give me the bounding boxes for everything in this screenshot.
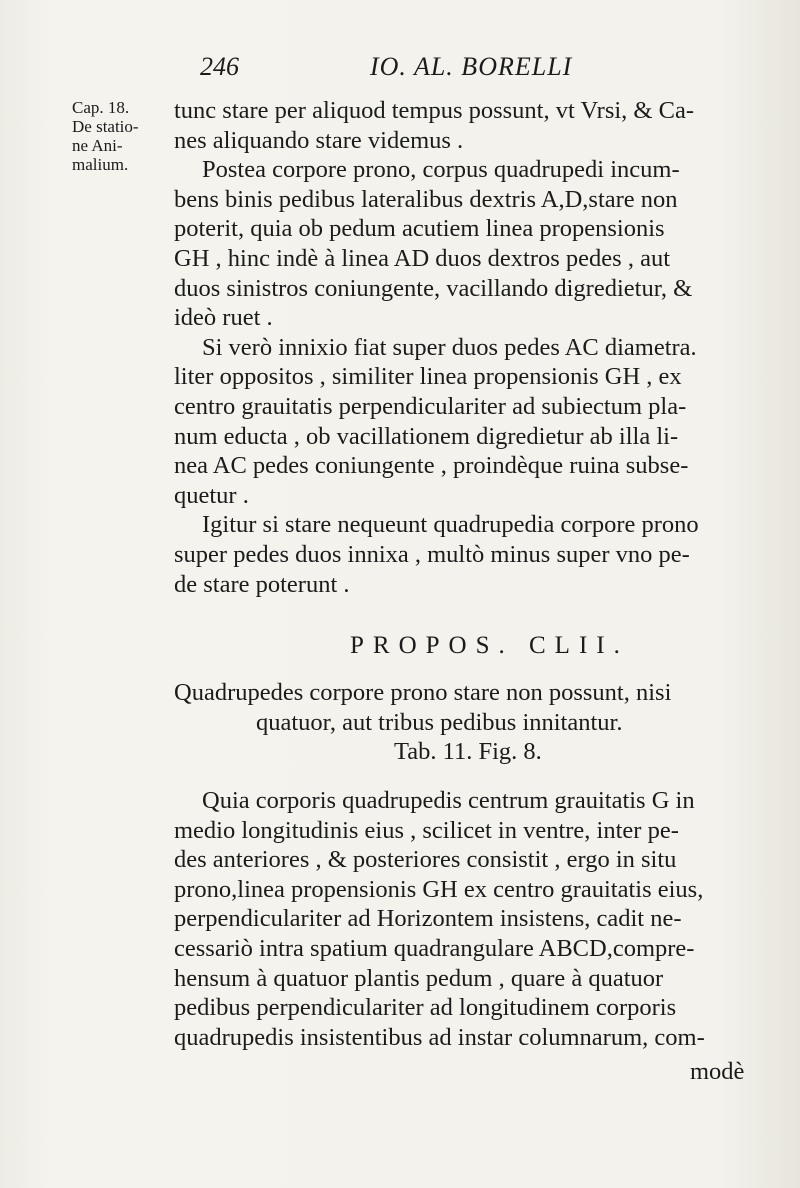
text-line: ideò ruet . <box>174 304 273 332</box>
text-line: quatuor, aut tribus pedibus innitantur. <box>256 708 623 736</box>
text-line: hensum à quatuor plantis pedum , quare à quatuor <box>174 964 664 992</box>
text-line: de stare poterunt . <box>174 570 350 598</box>
text-line: super pedes duos innixa , multò minus super vno pe- <box>174 540 690 568</box>
margin-note-line: Cap. 18. <box>72 98 130 117</box>
page-number: 246 <box>200 52 239 81</box>
paragraph-2 <box>174 155 764 333</box>
text-line: bens binis pedibus lateralibus dextris A,D,stare non <box>174 185 678 213</box>
paragraph-5 <box>174 786 764 1052</box>
text-line: prono,linea propensionis GH ex centro grauitatis eius, <box>174 875 704 903</box>
text-line: quadrupedis insistentibus ad instar columnarum, com- <box>174 1023 705 1051</box>
text-line: num educta , ob vacillationem digredietur ab illa li- <box>174 422 679 450</box>
text-line: Quia corporis quadrupedis centrum grauitatis G in <box>202 787 695 814</box>
text-line: liter oppositos , similiter linea propensionis GH , ex <box>174 363 682 391</box>
text-line: Quadrupedes corpore prono stare non possunt, nisi <box>174 679 672 706</box>
text-line: duos sinistros coniungente, vacillando digredietur, & <box>174 274 693 302</box>
figure-reference: Tab. 11. Fig. 8. <box>394 738 542 766</box>
text-line: Si verò innixio fiat super duos pedes AC diametra. <box>202 333 697 361</box>
text-line: nes aliquando stare videmus . <box>174 126 464 154</box>
text-line: medio longitudinis eius , scilicet in ventre, inter pe- <box>174 816 679 844</box>
paragraph-4 <box>174 510 764 599</box>
text-line: tunc stare per aliquod tempus possunt, vt Vrsi, & Ca- <box>174 97 694 124</box>
paragraph-3 <box>174 333 764 511</box>
text-line: centro grauitatis perpendiculariter ad subiectum pla- <box>174 392 687 420</box>
proposition-heading: PROPOS. CLII. <box>350 632 629 659</box>
text-line: quetur . <box>174 481 249 509</box>
running-head: IO. AL. BORELLI <box>370 52 573 81</box>
main-text-upper <box>174 96 764 599</box>
paragraph-1 <box>174 96 764 155</box>
text-line: pedibus perpendiculariter ad longitudinem corporis <box>174 994 677 1022</box>
page-header <box>198 52 758 86</box>
proposition-statement <box>174 678 764 767</box>
text-line: Postea corpore prono, corpus quadrupedi incum- <box>202 156 680 184</box>
text-line: cessariò intra spatium quadrangulare ABCD,compre- <box>174 934 695 962</box>
text-line: poterit, quia ob pedum acutiem linea propensionis <box>174 215 665 243</box>
catchword: modè <box>690 1058 745 1085</box>
text-line: Igitur si stare nequeunt quadrupedia corpore prono <box>202 511 699 539</box>
margin-note-line: De statio- <box>72 117 139 136</box>
text-line: nea AC pedes coniungente , proindèque ruina subse- <box>174 452 689 480</box>
text-line: GH , hinc indè à linea AD duos dextros pedes , aut <box>174 244 671 272</box>
margin-note-line: ne Ani- <box>72 136 123 155</box>
margin-note <box>72 98 172 174</box>
margin-note-line: malium. <box>72 155 129 174</box>
text-line: perpendiculariter ad Horizontem insistens, cadit ne- <box>174 905 682 933</box>
text-line: des anteriores , & posteriores consistit , ergo in situ <box>174 846 677 874</box>
